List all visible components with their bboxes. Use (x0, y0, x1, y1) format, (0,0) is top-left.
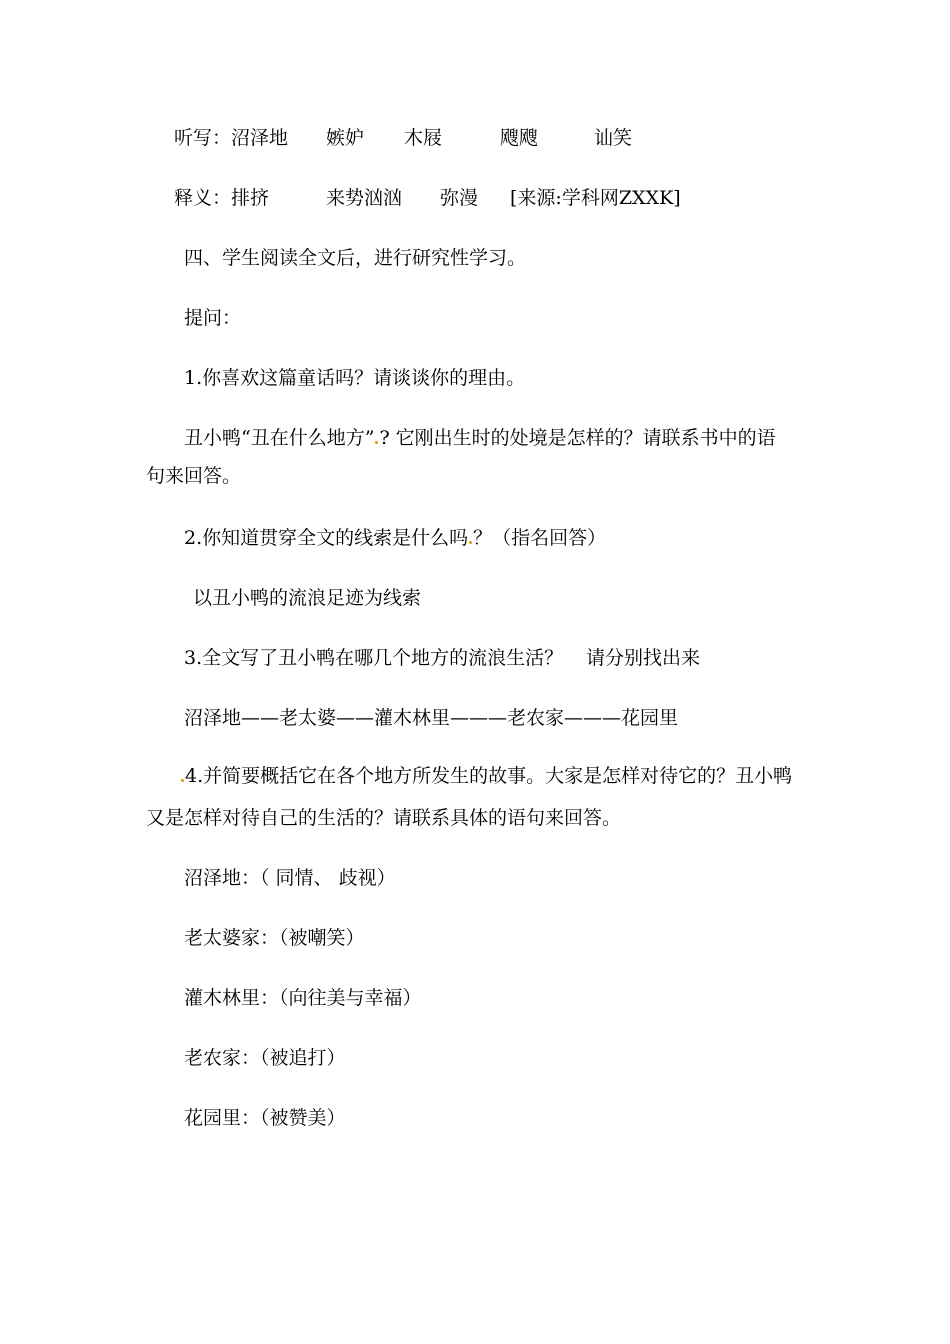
text-part: 2.你知道贯穿全文的线索是什么吗 (184, 527, 469, 549)
place-item-text: 花园里：（被赞美） (184, 1107, 346, 1129)
meaning-word: 弥漫 (440, 187, 479, 209)
answer-2-text: 以丑小鸭的流浪足迹为线索 (193, 587, 422, 609)
text-part: 丑小鸭“丑在什么地方” (184, 427, 375, 449)
question-2-text (184, 526, 606, 550)
place-item-text: 灌木林里：（向往美与幸福） (184, 987, 422, 1009)
marker-dot (469, 541, 472, 544)
ask-label-text: 提问： (184, 307, 242, 329)
dictation-word: 讪笑 (594, 127, 633, 149)
dictation-label: 听写：沼泽地 (174, 127, 289, 149)
place-item-text: 老农家：（被追打） (184, 1047, 346, 1069)
section-heading-text: 四、学生阅读全文后，进行研究性学习。 (184, 247, 527, 269)
source-note: [来源:学科网ZXXK] (510, 187, 681, 209)
text-part: 4.并简要概括它在各个地方所发生的故事。大家是怎样对待它的？丑小鸭 (185, 765, 793, 787)
dictation-word: 飕飕 (500, 127, 539, 149)
dictation-word: 木屐 (404, 127, 443, 149)
question-3-text-b: 请分别找出来 (586, 647, 701, 669)
answer-3-text: 沼泽地——老太婆——灌木林里———老农家———花园里 (184, 707, 679, 729)
question-4-cont-text: 又是怎样对待自己的生活的？请联系具体的语句来回答。 (146, 807, 622, 829)
text-part: ？（指名回答） (473, 527, 607, 549)
meaning-word: 来势汹汹 (326, 187, 403, 209)
dictation-word: 嫉妒 (326, 127, 365, 149)
question-1-text: 1.你喜欢这篇童话吗？请谈谈你的理由。 (184, 367, 526, 389)
marker-dot (375, 441, 378, 444)
meaning-label: 释义：排挤 (174, 187, 270, 209)
place-item-text: 沼泽地：（ 同情、 歧视） (184, 867, 396, 889)
question-1-followup-text (184, 426, 776, 450)
place-item-text: 老太婆家：（被嘲笑） (184, 927, 365, 949)
question-3-text: 3.全文写了丑小鸭在哪几个地方的流浪生活？ (184, 647, 564, 669)
marker-dot (181, 779, 184, 782)
question-1-followup-cont-text: 句来回答。 (146, 465, 242, 487)
text-part: ? 它刚出生时的处境是怎样的？请联系书中的语 (379, 427, 776, 449)
question-4-text (180, 764, 792, 788)
